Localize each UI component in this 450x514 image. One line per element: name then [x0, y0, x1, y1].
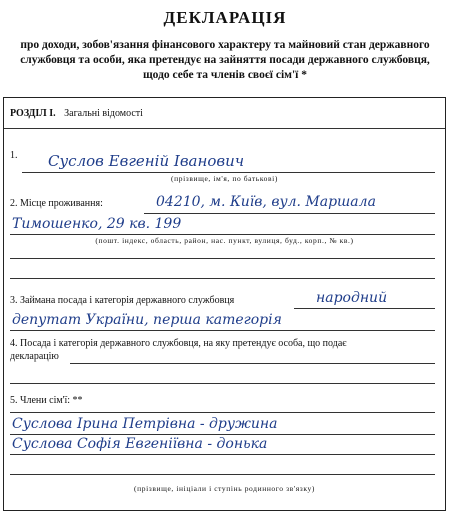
family-line2: [10, 434, 435, 435]
document-title: ДЕКЛАРАЦІЯ: [163, 8, 287, 27]
family-line1: [10, 412, 435, 413]
target-position-line2: [10, 383, 435, 384]
full-name-value: Суслов Евгеній Іванович: [48, 152, 245, 170]
section-heading: [10, 108, 143, 119]
residence-line4: [10, 278, 435, 279]
family-caption: (прізвище, ініціали і ступінь родинного зв'язку): [134, 484, 315, 493]
position-line2: [10, 330, 435, 331]
document-subtitle: про доходи, зобов'язання фінансового характеру та майновий стан державного службовця та особи, яка претендує на зайняття посади державного службовця, щодо себе та членів своєї сім'ї *: [20, 39, 430, 81]
section-divider: [4, 128, 445, 129]
position-value-line2: депутат України, перша категорія: [12, 312, 282, 328]
full-name-caption: (прізвище, ім'я, по батькові): [171, 174, 278, 183]
family-line4: [10, 474, 435, 475]
target-position-label-2: декларацію: [10, 351, 59, 362]
residence-line3: [10, 258, 435, 259]
section-number: РОЗДІЛ I.: [10, 108, 56, 119]
field1-number: 1.: [10, 150, 18, 161]
position-line1: [294, 308, 435, 309]
position-value-line1: народний: [316, 290, 388, 306]
residence-label: 2. Місце проживання:: [10, 198, 103, 209]
residence-caption: (пошт. індекс, область, район, нас. пункт, вулиця, буд., корп., № кв.): [95, 236, 354, 245]
target-position-label: 4. Посада і категорія державного службовця, на яку претендує особа, що подає: [10, 338, 347, 349]
residence-line2: [10, 234, 435, 235]
family-members-label: 5. Члени сім'ї: **: [10, 395, 83, 406]
section-title: Загальні відомості: [64, 108, 143, 119]
family-member-1: Суслова Ірина Петрівна - дружина: [12, 416, 278, 432]
residence-value-line1: 04210, м. Київ, вул. Маршала: [156, 194, 376, 210]
position-label: 3. Займана посада і категорія державного службовця: [10, 295, 235, 306]
residence-line1: [144, 213, 435, 214]
full-name-line: [22, 172, 435, 173]
target-position-line1: [70, 363, 435, 364]
declaration-form: [3, 97, 446, 511]
residence-value-line2: Тимошенко, 29 кв. 199: [12, 216, 182, 232]
family-member-2: Суслова Софія Евгеніївна - донька: [12, 436, 268, 452]
family-line3: [10, 454, 435, 455]
